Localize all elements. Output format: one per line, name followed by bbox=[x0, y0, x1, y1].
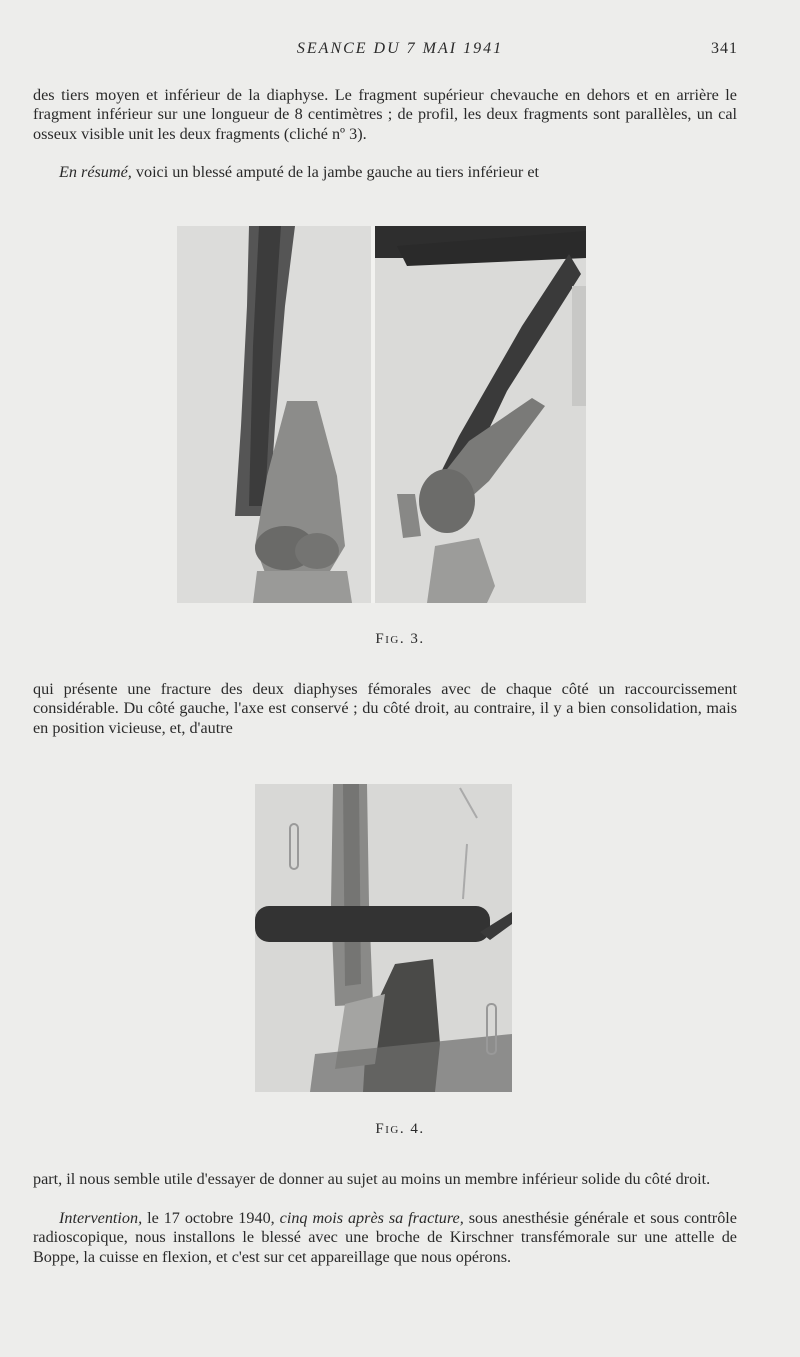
paragraph-5: Intervention, le 17 octobre 1940, cinq mois après sa fracture, sous anesthésie générale et sous contrôle radioscopique, nous installons le blessé avec une broche de Kirschner transfémorale sur une attelle de Boppe, la cuisse en flexion, et c'est sur cet appareillage que nous opérons. bbox=[33, 1209, 737, 1266]
cinq-mois-emphasis: cinq mois après sa fracture, bbox=[279, 1209, 464, 1227]
figure-3-radiographs bbox=[177, 226, 586, 603]
en-resume-emphasis: En résumé, bbox=[59, 163, 132, 181]
paragraph-4 bbox=[33, 1170, 737, 1189]
paragraph-2-text: voici un blessé amputé de la jambe gauche au tiers inférieur et bbox=[131, 163, 540, 181]
intervention-emphasis: Intervention, bbox=[59, 1209, 143, 1227]
paragraph-3 bbox=[33, 680, 737, 738]
running-header bbox=[0, 40, 800, 64]
paragraph-1 bbox=[33, 86, 737, 144]
paragraph-1-text: des tiers moyen et inférieur de la diaphyse. Le fragment supérieur chevauche en dehors et en arrière le fragment inférieur sur une longueur de 8 centimètres ; de profil, les deux fragments sont parallèles, un cal osseux visible unit les deux fragments (cliché nº 3). bbox=[33, 86, 737, 143]
figure-3-caption: Fig. 3. bbox=[375, 631, 425, 647]
paragraph-3-text: qui présente une fracture des deux diaphyses fémorales avec de chaque côté un raccourcissement considérable. Du côté gauche, l'axe est conservé ; du côté droit, au contraire, il y a bien consolidation, mais en position vicieuse, et, d'autre bbox=[33, 680, 737, 737]
running-title: SEANCE DU 7 MAI 1941 bbox=[296, 40, 504, 57]
page-number: 341 bbox=[711, 40, 738, 57]
figure-4-radiograph bbox=[255, 784, 512, 1092]
paragraph-4-text: part, il nous semble utile d'essayer de donner au sujet au moins un membre inférieur solide du côté droit. bbox=[33, 1170, 711, 1188]
paragraph-2 bbox=[33, 163, 737, 182]
figure-4-caption: Fig. 4. bbox=[375, 1121, 425, 1137]
